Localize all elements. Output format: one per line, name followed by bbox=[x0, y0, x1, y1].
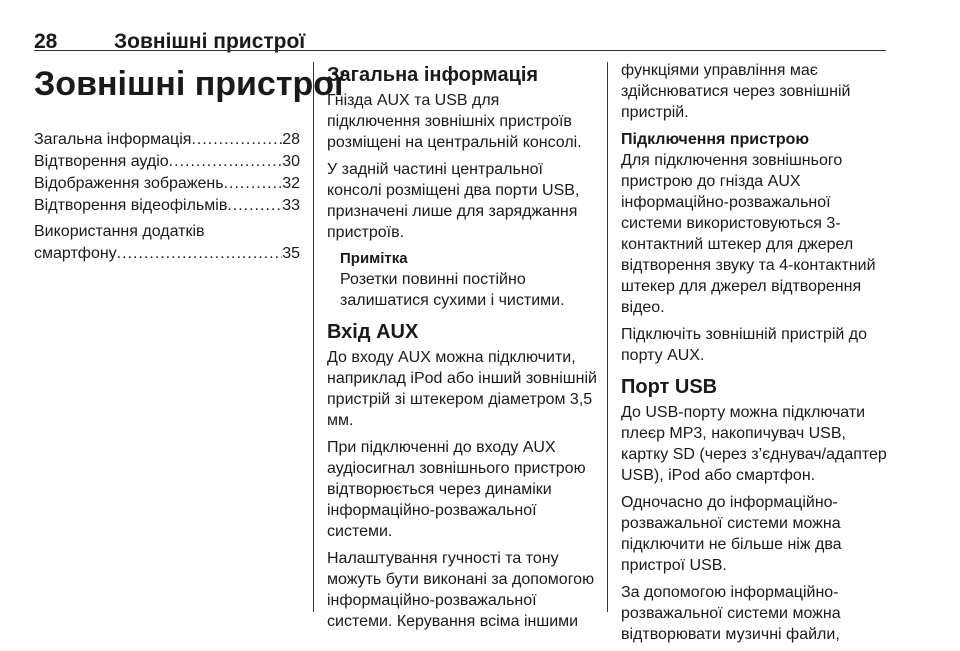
section-heading-aux: Вхід AUX bbox=[327, 321, 419, 343]
column-1 bbox=[34, 60, 344, 265]
paragraph: За допомогою інформаційно-розважальної системи можна відтворювати музичні файли, bbox=[621, 584, 841, 643]
paragraph: Гнізда AUX та USB для підключення зовнішніх пристроїв розміщені на центральній консолі. bbox=[327, 92, 582, 151]
column-3 bbox=[621, 60, 889, 651]
note-body: Розетки повинні постійно залишатися сухими і чистими. bbox=[340, 271, 565, 309]
note-box bbox=[340, 249, 597, 311]
running-title: Зовнішні пристрої bbox=[114, 30, 306, 53]
note-title: Примітка bbox=[340, 250, 408, 267]
toc-entry[interactable]: Відтворення аудіо ..... 30 bbox=[34, 151, 300, 173]
toc-entry[interactable]: Відображення зображень ..... 32 bbox=[34, 173, 300, 195]
section-heading-usb: Порт USB bbox=[621, 376, 718, 398]
toc-entry[interactable]: Загальна інформація ..... 28 bbox=[34, 129, 300, 151]
paragraph: До USB-порту можна підключати плеєр MP3, накопичувач USB, картку SD (через з’єднувач/адаптер USB), iPod або смартфон. bbox=[621, 404, 887, 484]
column-divider-1 bbox=[313, 62, 314, 612]
paragraph: Для підключення зовнішнього пристрою до гнізда AUX інформаційно-розважальної системи використовуються 3-контактний штекер для джерел відтворення звуку та 4-контактний штекер для джерел відтворення відео. bbox=[621, 152, 876, 316]
page-number: 28 bbox=[34, 30, 58, 53]
table-of-contents bbox=[34, 129, 300, 265]
paragraph: Одночасно до інформаційно-розважальної системи можна підключити не більше ніж два пристрої USB. bbox=[621, 494, 842, 574]
column-divider-2 bbox=[607, 62, 608, 612]
paragraph: функціями управління має здійснюватися через зовнішній пристрій. bbox=[621, 62, 851, 121]
chapter-title: Зовнішні пристрої bbox=[34, 65, 344, 103]
column-2 bbox=[327, 60, 597, 638]
paragraph: У задній частині центральної консолі розміщені два порти USB, призначені лише для заряджання пристроїв. bbox=[327, 161, 580, 241]
paragraph: Підключіть зовнішній пристрій до порту AUX. bbox=[621, 326, 868, 364]
toc-entry[interactable]: Використання додатків смартфону ..... 35 bbox=[34, 221, 300, 265]
paragraph: Налаштування гучності та тону можуть бути виконані за допомогою інформаційно-розважальної системи. Керування всіма іншими bbox=[327, 550, 595, 630]
subheading-connect: Підключення пристрою bbox=[621, 131, 810, 148]
section-heading-general: Загальна інформація bbox=[327, 64, 539, 86]
paragraph: При підключенні до входу AUX аудіосигнал зовнішнього пристрою відтворюється через динаміки інформаційно-розважальної системи. bbox=[327, 439, 586, 540]
toc-entry[interactable]: Відтворення відеофільмів ..... 33 bbox=[34, 195, 300, 217]
header-rule bbox=[34, 50, 886, 51]
paragraph: До входу AUX можна підключити, наприклад iPod або інший зовнішній пристрій зі штекером діаметром 3,5 мм. bbox=[327, 349, 597, 429]
